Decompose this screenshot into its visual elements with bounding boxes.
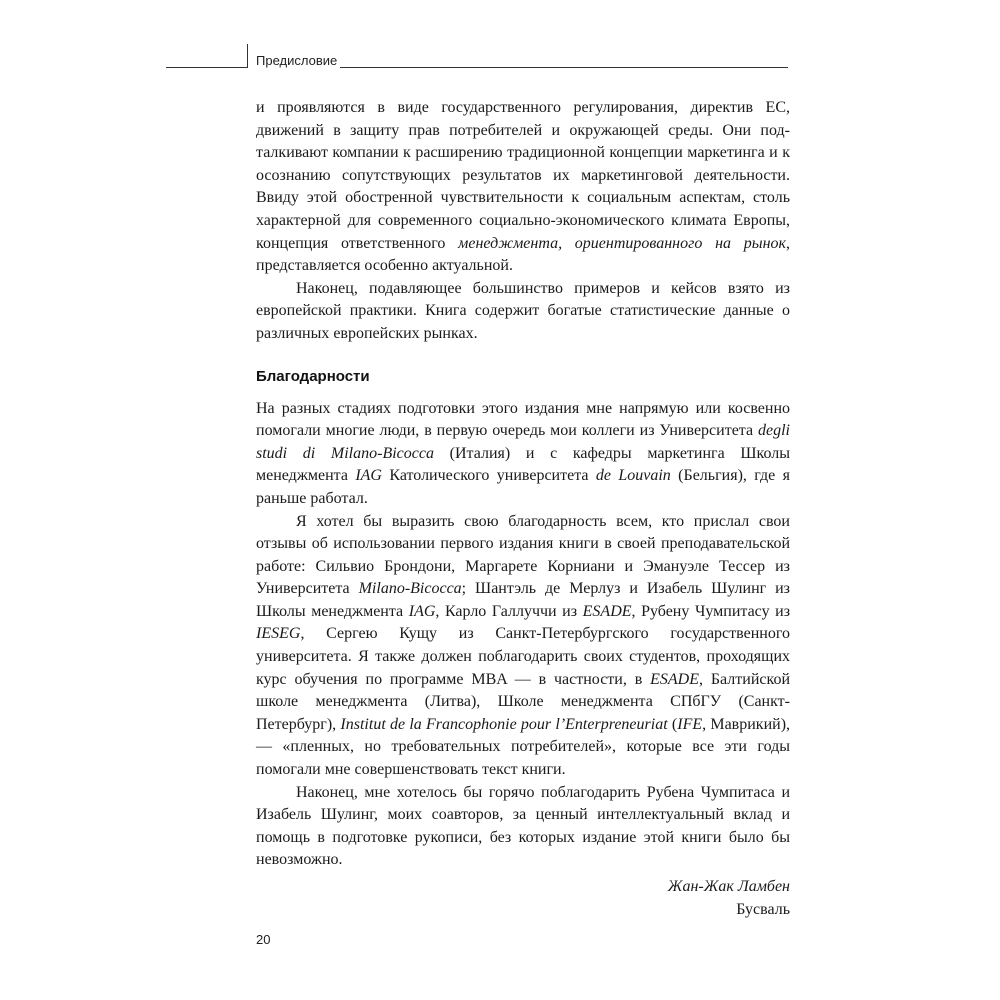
italic-text: IESEG — [256, 625, 301, 643]
italic-text: de Louvain — [595, 467, 671, 485]
italic-text: Milano-Bicocca — [358, 580, 462, 598]
header-rule-right — [340, 67, 788, 68]
paragraph-european-practice: Наконец, подавляющее большинство примеров и кейсов взято из европейской практики. Книга содержит богатые статистические данные о различных европейских рынках. — [256, 279, 790, 342]
italic-text: IAG — [355, 467, 382, 485]
italic-text: degli studi di Milano-Bicocca — [256, 422, 790, 462]
italic-text: IAG — [408, 602, 436, 620]
paragraph-intro-continuation: и проявляются в виде государственного регулирования, директив ЕС, движений в защиту прав потребителей и окружающей среды. Они подталкивают компании к расширению традиционной концепции маркетинга и к осознанию сопутствующих результатов их маркетинговой деятельности. Ввиду этой обостренной чувствительности к социальным аспектам, столь характерной для современного социально-экономического климата Европы, концепция ответственного менеджмента, ориентированного на рынок, представляется особенно актуальной. — [256, 99, 790, 275]
italic-text: менеджмента, ориентированного на рынок — [458, 234, 786, 252]
signature-author-name: Жан-Жак Ламбен — [667, 878, 790, 895]
page-body — [256, 97, 790, 921]
italic-text: IFE — [677, 715, 703, 733]
running-header-title: Предисловие — [256, 53, 338, 68]
page-number: 20 — [256, 932, 271, 947]
italic-text: ESADE — [582, 602, 632, 620]
section-heading-acknowledgements: Благодарности — [256, 367, 370, 385]
italic-text: Institut de la Francophonie pour l’Enterpreneuriat — [340, 715, 668, 733]
paragraph-acknowledgements-colleagues: На разных стадиях подготовки этого издания мне напрямую или косвенно помогали многие люди, в первую очередь мои коллеги из Университета degli studi di Milano-Bicocca (Италия) и с кафедры маркетинга Школы менеджмента IAG Католического университета de Louvain (Бельгия), где я раньше работал. — [256, 399, 791, 507]
header-vertical-rule — [247, 44, 248, 68]
header-rule-left — [166, 67, 247, 68]
paragraph-acknowledgements-coauthors: Наконец, мне хотелось бы горячо поблагодарить Рубена Чумпитаса и Изабель Шулинг, моих соавторов, за ценный интеллектуальный вклад и помощь в подготовке рукописи, без которых издание этой книги было бы невозможно. — [256, 783, 790, 869]
italic-text: ESADE — [650, 670, 699, 688]
signature-place: Бусваль — [736, 900, 790, 918]
paragraph-acknowledgements-reviewers: Я хотел бы выразить свою благодарность всем, кто прислал свои отзывы об использовании первого издания книги в своей преподавательской работе: Сильвио Брондони, Маргарете Корниани и Эмануэле Тессер из Университета Milano-Bicocca; Шантэль де Мерлуз и Изабель Шулинг из Школы менеджмента IAG, Карло Галлуччи из ESADE, Рубену Чумпитасу из IESEG, Сергею Кущу из Санкт-Петербургского государственного университета. Я также должен поблагодарить своих студентов, проходящих курс обучения по программе MBA — в частности, в ESADE, Балтийской школе менеджмента (Литва), Школе менеджмента СПбГУ (Санкт-Петербург), Institut de la Francophonie pour l’Enterpreneuriat (IFE, Маврикий), — «пленных, но требовательных потребителей», которые все эти годы помогали мне совершенствовать текст книги. — [256, 512, 791, 779]
signature-block — [256, 876, 790, 921]
